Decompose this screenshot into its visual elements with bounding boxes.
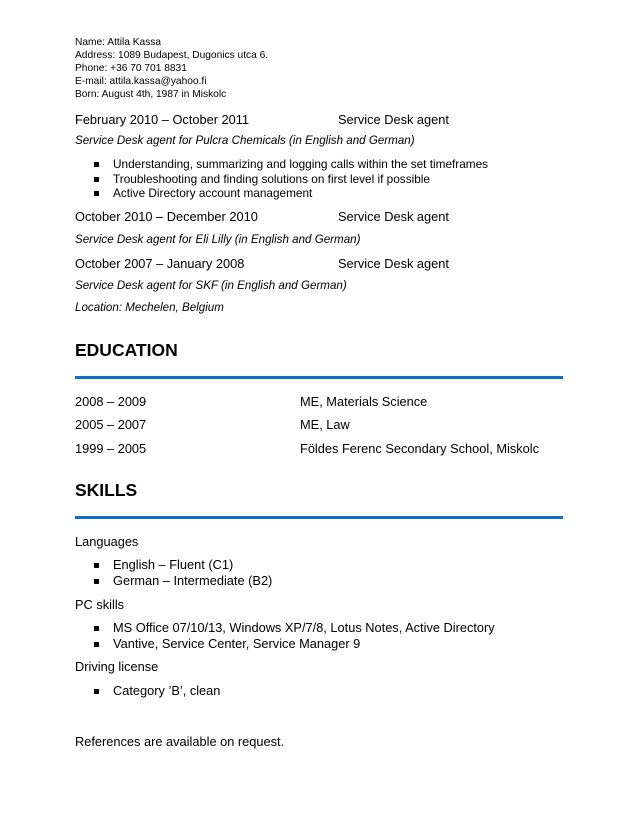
driving-license-list [93,683,220,699]
experience-description: Service Desk agent for Eli Lilly (in English and German) [75,233,361,246]
list-item: Troubleshooting and finding solutions on first level if possible [93,172,488,187]
contact-email: E-mail: attila.kassa@yahoo.fi [75,76,207,87]
skills-heading: SKILLS [75,480,138,500]
pc-skills-list [93,620,495,652]
list-item: German – Intermediate (B2) [93,573,272,589]
bullet-square-icon [94,626,99,631]
bullet-square-icon [94,563,99,568]
education-divider [75,376,563,379]
education-years: 2008 – 2009 [75,394,147,409]
education-row [75,441,539,456]
education-degree: ME, Materials Science [300,394,428,409]
bullet-square-icon [94,162,99,167]
languages-label: Languages [75,534,139,549]
education-degree: Földes Ferenc Secondary School, Miskolc [300,441,539,456]
bullet-square-icon [94,579,99,584]
experience-description: Service Desk agent for SKF (in English and German) [75,279,347,292]
list-item: Vantive, Service Center, Service Manager 9 [93,636,495,652]
experience-title: Service Desk agent [338,256,449,271]
contact-born: Born: August 4th, 1987 in Miskolc [75,89,227,100]
education-row [75,394,428,409]
experience-period: February 2010 – October 2011 [75,112,250,127]
contact-name: Name: Attila Kassa [75,37,162,48]
contact-block [75,36,268,101]
bullet-square-icon [94,642,99,647]
experience-row [75,112,449,127]
contact-address: Address: 1089 Budapest, Dugonics utca 6. [75,50,269,61]
bullet-square-icon [94,191,99,196]
education-row [75,417,350,432]
education-years: 1999 – 2005 [75,441,147,456]
list-item: Active Directory account management [93,186,488,201]
list-item: English – Fluent (C1) [93,557,272,573]
experience-title: Service Desk agent [338,112,449,127]
references-note: References are available on request. [75,734,285,749]
list-item: Category ’B’, clean [93,683,220,699]
experience-period: October 2010 – December 2010 [75,209,258,224]
skills-divider [75,516,563,519]
experience-bullet-list [93,157,488,201]
experience-row [75,209,449,224]
education-degree: ME, Law [300,417,350,432]
bullet-square-icon [94,689,99,694]
experience-description: Service Desk agent for Pulcra Chemicals (in English and German) [75,134,415,147]
education-heading: EDUCATION [75,340,178,360]
bullet-square-icon [94,177,99,182]
experience-period: October 2007 – January 2008 [75,256,245,271]
driving-license-label: Driving license [75,659,159,674]
contact-phone: Phone: +36 70 701 8831 [75,63,187,74]
languages-list [93,557,272,589]
education-years: 2005 – 2007 [75,417,147,432]
experience-row [75,256,449,271]
pc-skills-label: PC skills [75,597,125,612]
location-text: Location: Mechelen, Belgium [75,301,224,314]
list-item: Understanding, summarizing and logging calls within the set timeframes [93,157,488,172]
list-item: MS Office 07/10/13, Windows XP/7/8, Lotus Notes, Active Directory [93,620,495,636]
experience-title: Service Desk agent [338,209,449,224]
